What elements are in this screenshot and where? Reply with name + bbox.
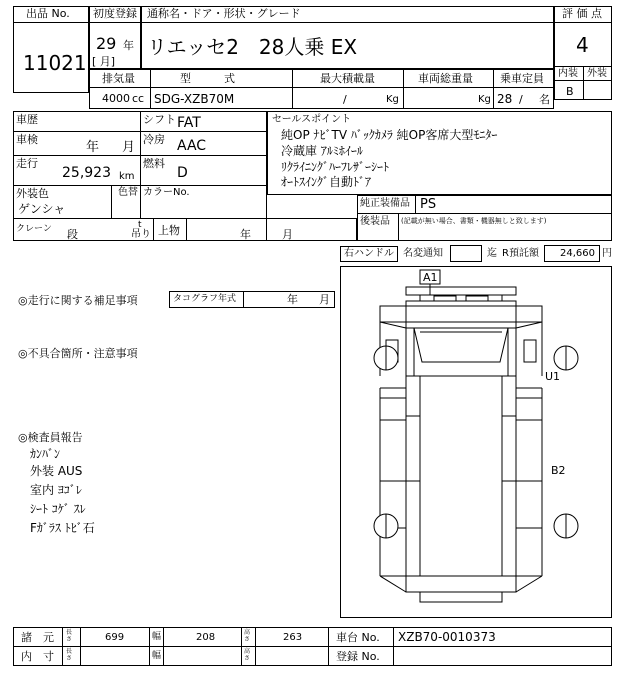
name-change-label: 名変通知 [403, 248, 443, 259]
mark-u1: U1 [545, 370, 561, 383]
inspector-label: ◎検査員報告 [18, 431, 83, 444]
mark-a1: A1 [423, 271, 438, 284]
interior-dims-label: 内 寸 [21, 650, 54, 663]
car-name-label: 通称名・ドア・形状・グレード [147, 7, 301, 20]
capacity-label: 乗車定員 [500, 72, 544, 85]
tachograph-month: 月 [319, 293, 330, 306]
name-change-box [450, 245, 482, 262]
front-bumper [406, 287, 516, 295]
fuel-value: D [177, 165, 188, 181]
sales-point-line-2: 冷蔵庫 ｱﾙﾐﾎｲｰﾙ [281, 144, 363, 158]
displacement-label: 排気量 [102, 72, 135, 85]
recycle-label: R預託額 [502, 248, 539, 259]
ac-label: 冷房 [143, 133, 165, 146]
in-height-label: 高さ [244, 648, 251, 662]
genuine-label: 純正装備品 [360, 198, 410, 209]
capacity-unit: 名 [539, 93, 550, 106]
exterior-grade-label: 外装 [587, 68, 607, 79]
inspector-line-1: ｶﾝﾊﾞﾝ [30, 447, 61, 461]
ext-color-value: ゲンシャ [18, 202, 66, 216]
reg-year: 29 [96, 34, 117, 53]
fuel-label: 燃料 [143, 157, 165, 170]
reg-no-label: 登録 No. [336, 650, 380, 663]
width-value: 208 [196, 632, 216, 643]
reg-year-unit: 年 [123, 39, 134, 52]
interior-grade: B [566, 85, 574, 98]
windshield [414, 328, 508, 362]
sales-point-line-3: ﾘｸﾗｲﾆﾝｸﾞﾊｰﾌﾚｻﾞｰｼｰﾄ [281, 160, 390, 174]
capacity-sep: / [519, 93, 523, 106]
length-value: 699 [105, 632, 125, 643]
mileage-unit: km [119, 171, 135, 182]
shift-label: シフト [143, 113, 176, 126]
max-load-unit: Kg [386, 94, 399, 105]
aftermarket-label: 後装品 [360, 216, 390, 227]
capacity: 28 [497, 92, 513, 106]
mileage-label: 走行 [16, 157, 38, 170]
lot-label: 出品 No. [26, 7, 70, 20]
height-value: 263 [283, 632, 303, 643]
sales-point-line-1: 純OP ﾅﾋﾞTV ﾊﾞｯｸｶﾒﾗ 純OP客席大型ﾓﾆﾀｰ [281, 128, 498, 142]
mark-b2: B2 [551, 464, 566, 477]
chassis-label: 車台 No. [336, 631, 380, 644]
tachograph-year: 年 [287, 293, 298, 306]
inspector-line-5: Fｶﾞﾗｽ ﾄﾋﾞ石 [30, 521, 95, 535]
first-reg-label: 初度登録 [93, 7, 137, 20]
max-load-label: 最大積載量 [320, 72, 375, 85]
gross-weight-label: 車両総重量 [418, 72, 473, 85]
model-label: 型 式 [180, 72, 235, 85]
model-code: SDG-XZB70M [154, 92, 235, 106]
gross-weight-unit: Kg [478, 94, 491, 105]
lot-number: 11021 [23, 51, 87, 75]
in-width-label: 幅 [152, 651, 162, 661]
reg-month: [ 月] [92, 55, 116, 68]
inspection-year: 年 [86, 140, 100, 155]
color-no-label: カラーNo. [143, 187, 190, 198]
defects-label: ◎不具合箇所・注意事項 [18, 347, 138, 360]
inspection-label: 車検 [16, 133, 38, 146]
color-change-label: 色替 [118, 187, 138, 198]
recycle-amount: 24,660 [560, 248, 595, 259]
crane-stage: 段 [67, 228, 78, 241]
width-label: 幅 [152, 632, 162, 642]
score: 4 [576, 33, 589, 57]
yen-unit: 円 [602, 248, 612, 259]
history-label: 車歴 [16, 113, 38, 126]
inspector-line-4: ｼｰﾄ ｺｹﾞ ｽﾚ [30, 502, 86, 516]
ext-color-label: 外装色 [16, 187, 49, 200]
height-label: 高さ [244, 629, 251, 643]
running-notes-label: ◎走行に関する補足事項 [18, 294, 138, 307]
steering: 右ハンドル [344, 248, 394, 259]
shift-value: FAT [177, 115, 201, 131]
inspector-line-2: 外装 AUS [30, 464, 83, 478]
in-length-label: 長さ [66, 648, 73, 662]
mileage-value: 25,923 [62, 165, 111, 181]
mount-extension [267, 218, 357, 241]
mount-month-visible: 月 [282, 228, 293, 241]
max-load-sep: / [343, 93, 347, 106]
tachograph-label: タコグラフ年式 [173, 294, 237, 304]
displacement: 4000 [102, 92, 130, 105]
length-label: 長さ [66, 629, 73, 643]
vehicle-diagram [340, 266, 612, 618]
crane-lift: 吊り [131, 229, 151, 240]
mount-year: 年 [240, 228, 251, 241]
genuine-value: PS [420, 197, 437, 212]
chassis-value: XZB70-0010373 [398, 630, 496, 644]
interior-grade-label: 内装 [558, 68, 578, 79]
mount-label: 上物 [158, 224, 180, 237]
sales-points-label: セールスポイント [272, 114, 352, 125]
ac-value: AAC [177, 138, 207, 154]
car-name: リエッセ2 28人乗 EX [147, 35, 358, 59]
mileage-flag: 迄 [487, 248, 497, 259]
aftermarket-note: (記載が無い場合、書類・機器無しと致します) [401, 217, 547, 225]
roof [420, 376, 502, 576]
displacement-unit: cc [132, 92, 145, 105]
sales-point-line-4: ｵｰﾄｽｲﾝｸﾞ自動ﾄﾞｱ [281, 175, 372, 189]
grade-label: 評 価 点 [562, 7, 602, 20]
inspection-month: 月 [122, 140, 136, 155]
crane-t: t [138, 220, 142, 230]
inspector-line-3: 室内 ﾖｺﾞﾚ [30, 483, 82, 497]
dims-label: 諸 元 [21, 631, 54, 644]
crane-label: クレーン [16, 224, 52, 234]
hood-top [420, 295, 502, 301]
